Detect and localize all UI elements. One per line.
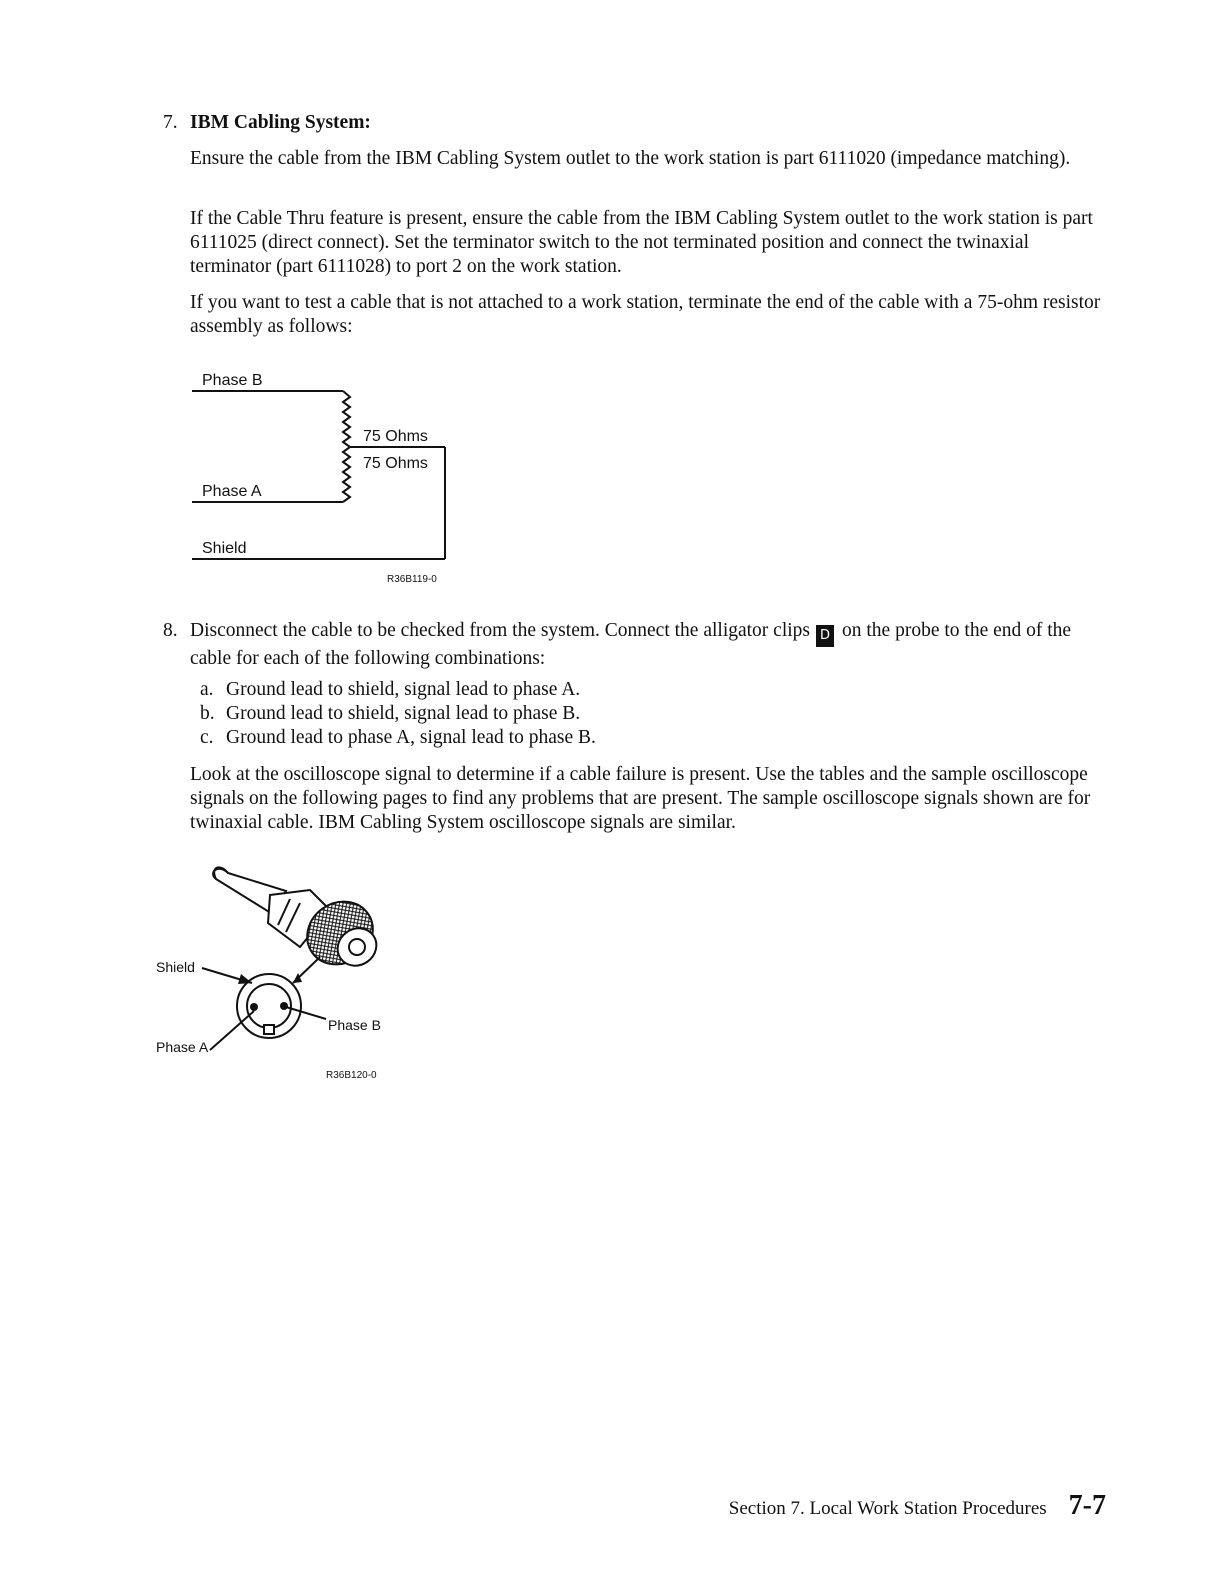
step-7-number: 7. (163, 112, 178, 133)
shield-arrowhead (238, 974, 252, 984)
phase-a-label: Phase A (156, 1039, 209, 1055)
page-footer (729, 1490, 1106, 1522)
step-8-text-before: Disconnect the cable to be checked from the system. Connect the alligator clips (190, 620, 811, 641)
connector-diagram (150, 855, 400, 1090)
step-7-paragraph-1: Ensure the cable from the IBM Cabling System outlet to the work station is part 6111020 (impedance matching). (190, 148, 1071, 169)
phase-b-label: Phase B (202, 372, 263, 389)
step-8-paragraph-2: Look at the oscilloscope signal to determine if a cable failure is present. Use the tables and the sample oscilloscope signals on the following pages to find any problems that are present. The sample oscilloscope signals shown are for twinaxial cable. IBM Cabling System oscilloscope signals are similar. (190, 764, 1091, 833)
shield-label: Shield (156, 959, 195, 975)
figure-1-id: R36B119-0 (387, 574, 437, 585)
phase-a-label: Phase A (202, 483, 262, 500)
resistor-top (343, 391, 350, 447)
phase-a-pin (250, 1003, 258, 1011)
phase-b-leader (286, 1007, 326, 1019)
resistor-bottom-label: 75 Ohms (363, 455, 428, 472)
page-number: 7-7 (1068, 1490, 1106, 1521)
list-item (200, 678, 580, 702)
phase-b-pin (280, 1002, 288, 1010)
list-item (200, 726, 596, 750)
end-view-key (264, 1025, 274, 1034)
step-7-paragraph-3: If you want to test a cable that is not attached to a work station, terminate the end of the cable with a 75-ohm resistor assembly as follows: (190, 292, 1101, 337)
list-item-label: c. (200, 727, 214, 748)
step-8-text-after: on the probe to the end of the cable for each of the following combinations: (190, 620, 1072, 669)
resistor-assembly-diagram (180, 360, 480, 600)
list-item-text: Ground lead to shield, signal lead to phase A. (226, 679, 581, 700)
step-8-number: 8. (163, 620, 178, 641)
list-item-label: b. (200, 703, 215, 724)
phase-b-label: Phase B (328, 1017, 381, 1033)
step-7-heading: IBM Cabling System: (190, 112, 371, 133)
list-item-text: Ground lead to phase A, signal lead to phase B. (226, 727, 596, 748)
list-item (200, 702, 580, 726)
resistor-bottom (343, 447, 350, 502)
shield-label: Shield (202, 540, 247, 557)
footer-section-title: Section 7. Local Work Station Procedures (728, 1498, 1047, 1519)
callout-marker-d: D (816, 625, 834, 647)
list-item-text: Ground lead to shield, signal lead to phase B. (226, 703, 581, 724)
resistor-top-label: 75 Ohms (363, 428, 428, 445)
step-8-paragraph-1 (190, 619, 1105, 671)
figure-2-id: R36B120-0 (326, 1070, 377, 1081)
step-7-paragraph-2: If the Cable Thru feature is present, ensure the cable from the IBM Cabling System outlet to the work station is part 6111025 (direct connect). Set the terminator switch to the not terminated position and connect the twinaxial terminator (part 6111028) to port 2 on the work station. (190, 208, 1093, 277)
list-item-label: a. (200, 679, 214, 700)
